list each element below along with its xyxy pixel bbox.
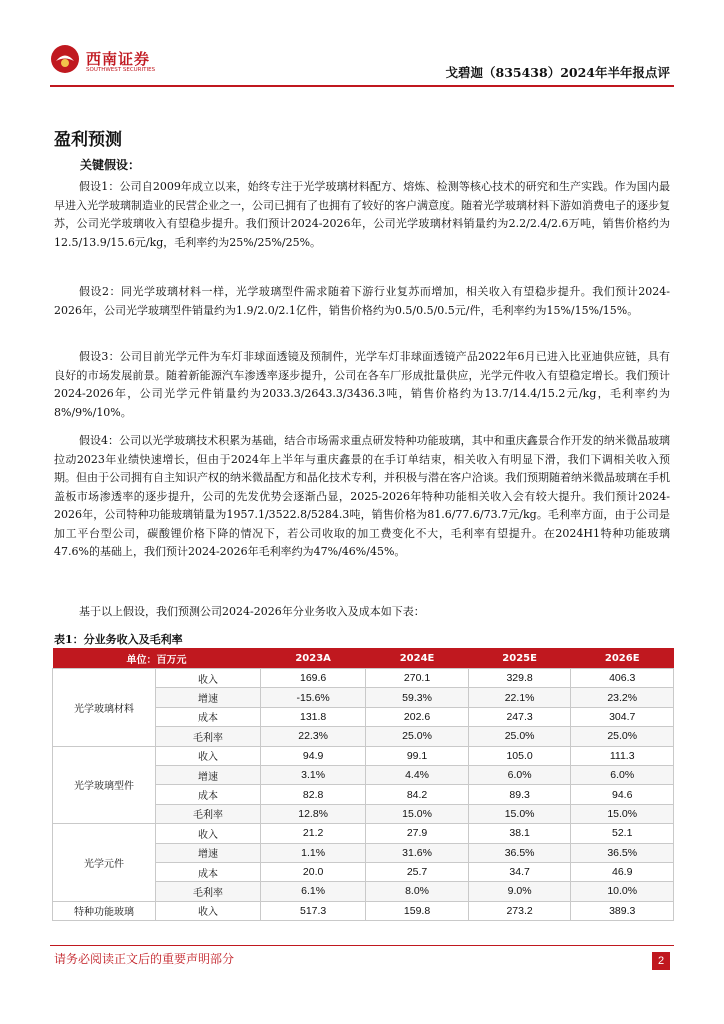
value-cell: 6.0% — [468, 765, 571, 784]
segment-name: 特种功能玻璃 — [53, 901, 156, 920]
metric-label: 毛利率 — [156, 804, 261, 823]
value-cell: 1.1% — [261, 843, 366, 862]
value-cell: 8.0% — [366, 882, 469, 901]
footer-divider — [50, 945, 674, 946]
logo-english-name: SOUTHWEST SECURITIES — [86, 67, 156, 73]
value-cell: 15.0% — [366, 804, 469, 823]
value-cell: 23.2% — [571, 688, 674, 707]
value-cell: 52.1 — [571, 824, 674, 843]
value-cell: 6.1% — [261, 882, 366, 901]
section-title: 盈利预测 — [54, 130, 122, 150]
value-cell: 105.0 — [468, 746, 571, 765]
segment-name: 光学元件 — [53, 824, 156, 902]
table-header-row — [53, 648, 674, 669]
value-cell: 25.0% — [571, 727, 674, 746]
value-cell: 6.0% — [571, 765, 674, 784]
value-cell: 247.3 — [468, 707, 571, 726]
value-cell: 15.0% — [468, 804, 571, 823]
value-cell: 12.8% — [261, 804, 366, 823]
value-cell: 9.0% — [468, 882, 571, 901]
metric-label: 成本 — [156, 707, 261, 726]
value-cell: 4.4% — [366, 765, 469, 784]
value-cell: 27.9 — [366, 824, 469, 843]
table-body — [53, 669, 674, 921]
metric-label: 收入 — [156, 669, 261, 688]
value-cell: 159.8 — [366, 901, 469, 920]
metric-label: 毛利率 — [156, 727, 261, 746]
page-number: 2 — [652, 952, 670, 970]
value-cell: 329.8 — [468, 669, 571, 688]
table-header-year: 2024E — [366, 648, 469, 669]
value-cell: 34.7 — [468, 862, 571, 881]
table-row — [53, 669, 674, 688]
value-cell: 20.0 — [261, 862, 366, 881]
value-cell: 517.3 — [261, 901, 366, 920]
segment-name: 光学玻璃型件 — [53, 746, 156, 824]
value-cell: 38.1 — [468, 824, 571, 843]
metric-label: 成本 — [156, 862, 261, 881]
value-cell: 25.0% — [366, 727, 469, 746]
value-cell: 21.2 — [261, 824, 366, 843]
assumption-1: 假设1：公司自2009年成立以来，始终专注于光学玻璃材料配方、熔炼、检测等核心技术的研究和生产实践。作为国内最早进入光学玻璃制造业的民营企业之一，公司已拥有了也拥有了较好的客户满意度。随着光学玻璃材料下游如消费电子的逐步复苏，公司光学玻璃收入有望稳步提升。我们预计2024-2026年，公司光学玻璃材料销量约为2.2/2.4/2.6万吨，销售价格约为12.5/13.9/15.6元/kg，毛利率约为25%/25%/25%。 — [54, 180, 670, 249]
value-cell: 202.6 — [366, 707, 469, 726]
value-cell: 94.9 — [261, 746, 366, 765]
value-cell: 59.3% — [366, 688, 469, 707]
value-cell: 25.0% — [468, 727, 571, 746]
assumption-2: 假设2：同光学玻璃材料一样，光学玻璃型件需求随着下游行业复苏而增加，相关收入有望稳步提升。我们预计2024-2026年，公司光学玻璃型件销量约为1.9/2.0/2.1亿件，销售价格约为0.5/0.5/0.5元/件，毛利率约为15%/15%/15%。 — [54, 285, 670, 317]
metric-label: 成本 — [156, 785, 261, 804]
logo-chinese-name: 西南证券 — [86, 50, 151, 68]
value-cell: 15.0% — [571, 804, 674, 823]
metric-label: 收入 — [156, 901, 261, 920]
value-cell: 3.1% — [261, 765, 366, 784]
value-cell: 22.3% — [261, 727, 366, 746]
value-cell: 82.8 — [261, 785, 366, 804]
assumption-4: 假设4：公司以光学玻璃技术积累为基础，结合市场需求重点研发特种功能玻璃，其中和重庆鑫景合作开发的纳米微晶玻璃拉动2023年业绩快速增长，但由于2024年上半年与重庆鑫景的在手订单结束，相关收入有明显下滑，我们下调相关收入预期。但由于公司拥有自主知识产权的纳米微晶配方和晶化技术专利，并积极与潜在客户洽谈。我们预期随着纳米微晶玻璃在手机盖板市场渗透率的逐步提升，公司的先发优势会逐渐凸显，2025-2026年特种功能相关收入会有较大提升。我们预计2024-2026年，公司特种功能玻璃销量为1957.1/3522.8/5284.3吨，销售价格为81.6/77.6/73.7元/kg。毛利率方面，由于公司是加工平台型公司，碳酸锂价格下降的情况下，若公司收取的加工费变化不大，毛利率有望提升。在2024H1特种功能玻璃47.6%的基础上，我们预计2024-2026年毛利率约为47%/46%/45%。 — [54, 434, 670, 558]
value-cell: 304.7 — [571, 707, 674, 726]
table-header-year: 2025E — [468, 648, 571, 669]
value-cell: 111.3 — [571, 746, 674, 765]
metric-label: 增速 — [156, 843, 261, 862]
value-cell: 36.5% — [468, 843, 571, 862]
value-cell: 84.2 — [366, 785, 469, 804]
value-cell: 25.7 — [366, 862, 469, 881]
metric-label: 收入 — [156, 824, 261, 843]
table-row — [53, 901, 674, 920]
metric-label: 收入 — [156, 746, 261, 765]
table-caption: 表1：分业务收入及毛利率 — [54, 633, 183, 646]
metric-label: 毛利率 — [156, 882, 261, 901]
footer-disclaimer: 请务必阅读正文后的重要声明部分 — [54, 952, 235, 966]
report-title: 戈碧迦（835438）2024年半年报点评 — [445, 65, 670, 80]
value-cell: 131.8 — [261, 707, 366, 726]
value-cell: 36.5% — [571, 843, 674, 862]
value-cell: -15.6% — [261, 688, 366, 707]
value-cell: 94.6 — [571, 785, 674, 804]
value-cell: 169.6 — [261, 669, 366, 688]
value-cell: 10.0% — [571, 882, 674, 901]
segment-name: 光学玻璃材料 — [53, 669, 156, 747]
value-cell: 273.2 — [468, 901, 571, 920]
value-cell: 406.3 — [571, 669, 674, 688]
table-header-year: 2026E — [571, 648, 674, 669]
key-assumptions-heading: 关键假设： — [80, 158, 141, 172]
southwest-securities-logo-icon — [50, 44, 80, 74]
table-header-unit: 单位：百万元 — [53, 648, 261, 669]
metric-label: 增速 — [156, 688, 261, 707]
value-cell: 89.3 — [468, 785, 571, 804]
metric-label: 增速 — [156, 765, 261, 784]
value-cell: 99.1 — [366, 746, 469, 765]
segment-revenue-table — [52, 648, 674, 921]
page-header — [0, 0, 724, 86]
table-row — [53, 824, 674, 843]
value-cell: 31.6% — [366, 843, 469, 862]
table-row — [53, 746, 674, 765]
assumption-3: 假设3：公司目前光学元件为车灯非球面透镜及预制件，光学车灯非球面透镜产品2022年6月已进入比亚迪供应链，具有良好的市场发展前景。随着新能源汽车渗透率逐步提升，公司在各车厂形成批量供应，光学元件收入有望稳定增长。我们预计2024-2026年，公司光学元件销量约为2033.3/2643.3/3436.3吨，销售价格约为13.7/14.4/15.2元/kg，毛利率约为8%/9%/10%。 — [54, 350, 670, 419]
forecast-intro: 基于以上假设，我们预测公司2024-2026年分业务收入及成本如下表： — [79, 605, 425, 618]
value-cell: 270.1 — [366, 669, 469, 688]
header-divider — [50, 85, 674, 87]
value-cell: 46.9 — [571, 862, 674, 881]
table-header-year: 2023A — [261, 648, 366, 669]
value-cell: 389.3 — [571, 901, 674, 920]
value-cell: 22.1% — [468, 688, 571, 707]
